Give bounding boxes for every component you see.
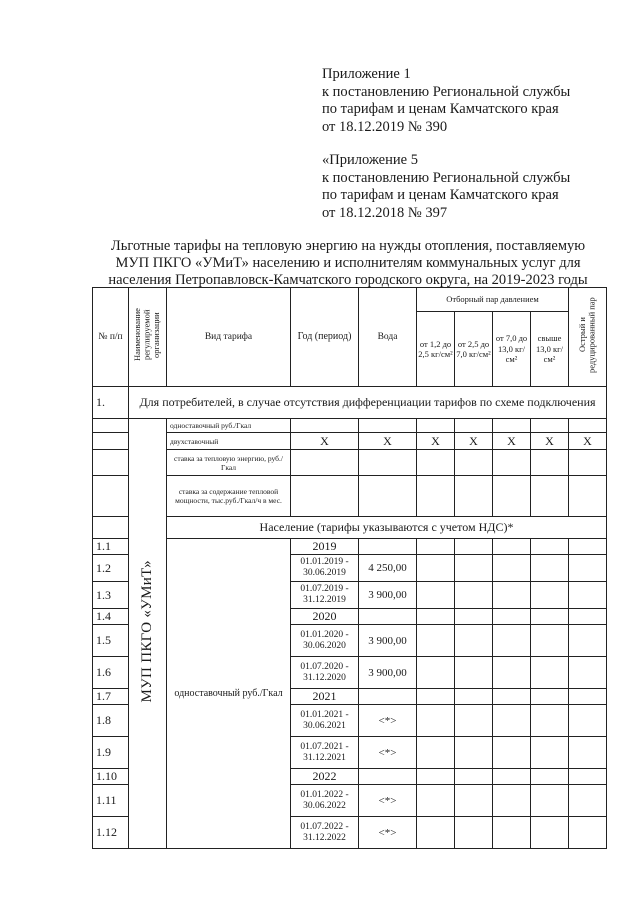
x-mark: X bbox=[455, 433, 493, 450]
appendix-1-line: от 18.12.2019 № 390 bbox=[322, 118, 448, 135]
section-1-row bbox=[93, 387, 607, 419]
row-period: 2021 bbox=[291, 689, 359, 705]
row-num: 1.4 bbox=[93, 609, 129, 625]
single-rate-cell: одноставочный руб./Гкал bbox=[167, 539, 291, 849]
row-period: 2020 bbox=[291, 609, 359, 625]
org-name-text: МУП ПКГО «УМиТ» bbox=[139, 559, 155, 703]
header-sharp bbox=[569, 288, 607, 387]
row-water: <*> bbox=[359, 785, 417, 817]
x-mark: X bbox=[417, 433, 455, 450]
row-water: 3 900,00 bbox=[359, 657, 417, 689]
table-row bbox=[93, 450, 607, 476]
energy-rate-label: ставка за тепловую энергию, руб./Гкал bbox=[167, 450, 291, 476]
row-num: 1.3 bbox=[93, 582, 129, 609]
header-sharp-text: Острый и редуцированный пар bbox=[577, 296, 597, 373]
row-water: 4 250,00 bbox=[359, 555, 417, 582]
header-pressure-1: от 1,2 до 2,5 кг/см² bbox=[417, 312, 455, 387]
header-pressure-3: от 7,0 до 13,0 кг/см² bbox=[493, 312, 531, 387]
section-title: Для потребителей, в случае отсутствия дифференциации тарифов по схеме подключения bbox=[129, 387, 607, 419]
tariff-table bbox=[92, 287, 607, 849]
header-water: Вода bbox=[359, 288, 417, 387]
table-row bbox=[93, 539, 607, 555]
x-mark: X bbox=[291, 433, 359, 450]
header-pressure-4: свыше 13,0 кг/см² bbox=[531, 312, 569, 387]
row-period: 01.07.2021 - 31.12.2021 bbox=[291, 737, 359, 769]
row-water bbox=[359, 689, 417, 705]
appendix-1-line: по тарифам и ценам Камчатского края bbox=[322, 101, 559, 117]
row-water: <*> bbox=[359, 705, 417, 737]
appendix-5-line: от 18.12.2018 № 397 bbox=[322, 204, 448, 221]
header-org bbox=[129, 288, 167, 387]
row-period: 2022 bbox=[291, 769, 359, 785]
header-num: № п/п bbox=[93, 288, 129, 387]
header-steam: Отборный пар давлением bbox=[417, 288, 569, 312]
appendix-1-line: Приложение 1 bbox=[322, 66, 411, 82]
row-num: 1.1 bbox=[93, 539, 129, 555]
appendix-5-block bbox=[322, 152, 622, 222]
row-period: 01.07.2022 - 31.12.2022 bbox=[291, 817, 359, 849]
row-num: 1.5 bbox=[93, 625, 129, 657]
x-mark: X bbox=[359, 433, 417, 450]
x-mark: X bbox=[493, 433, 531, 450]
row-num: 1.11 bbox=[93, 785, 129, 817]
row-water: 3 900,00 bbox=[359, 582, 417, 609]
section-num: 1. bbox=[93, 387, 129, 419]
header-pressure-2: от 2,5 до 7,0 кг/см² bbox=[455, 312, 493, 387]
capacity-rate-label: ставка за содержание тепловой мощности, тыс.руб./Гкал/ч в мес. bbox=[167, 476, 291, 517]
row-num: 1.9 bbox=[93, 737, 129, 769]
appendix-1-line: к постановлению Региональной службы bbox=[322, 83, 571, 100]
row-water: <*> bbox=[359, 817, 417, 849]
title-line: МУП ПКГО «УМиТ» населению и исполнителям коммунальных услуг для bbox=[115, 255, 581, 271]
row-water: <*> bbox=[359, 737, 417, 769]
org-cell bbox=[129, 419, 167, 849]
x-mark: X bbox=[531, 433, 569, 450]
header-org-text: Наименование регулируемой организации bbox=[132, 308, 162, 361]
row-num: 1.10 bbox=[93, 769, 129, 785]
population-row bbox=[93, 517, 607, 539]
header-tariff-type: Вид тарифа bbox=[167, 288, 291, 387]
population-title: Население (тарифы указываются с учетом НДС)* bbox=[167, 517, 607, 539]
row-period: 01.07.2019 - 31.12.2019 bbox=[291, 582, 359, 609]
title-line: Льготные тарифы на тепловую энергию на нужды отопления, поставляемую bbox=[110, 238, 586, 254]
row-period: 01.01.2021 - 30.06.2021 bbox=[291, 705, 359, 737]
row-period: 01.01.2022 - 30.06.2022 bbox=[291, 785, 359, 817]
row-num: 1.8 bbox=[93, 705, 129, 737]
row-num: 1.12 bbox=[93, 817, 129, 849]
title-line: населения Петропавловск-Камчатского городского округа, на 2019-2023 годы bbox=[108, 272, 588, 288]
row-water bbox=[359, 609, 417, 625]
row-num: 1.2 bbox=[93, 555, 129, 582]
table-header-row bbox=[93, 288, 607, 312]
row-period: 01.07.2020 - 31.12.2020 bbox=[291, 657, 359, 689]
appendix-5-line: по тарифам и ценам Камчатского края bbox=[322, 187, 559, 203]
row-period: 01.01.2020 - 30.06.2020 bbox=[291, 625, 359, 657]
row-water bbox=[359, 769, 417, 785]
row-num: 1.6 bbox=[93, 657, 129, 689]
appendix-5-line: «Приложение 5 bbox=[322, 152, 418, 168]
row-period: 2019 bbox=[291, 539, 359, 555]
table-row bbox=[93, 433, 607, 450]
x-mark: X bbox=[569, 433, 607, 450]
row-water bbox=[359, 539, 417, 555]
double-rate-label: двухставочный bbox=[167, 433, 291, 450]
row-num: 1.7 bbox=[93, 689, 129, 705]
appendix-1-block bbox=[322, 66, 622, 136]
row-period: 01.01.2019 - 30.06.2019 bbox=[291, 555, 359, 582]
document-title bbox=[88, 238, 608, 289]
table-row bbox=[93, 419, 607, 433]
header-period: Год (период) bbox=[291, 288, 359, 387]
row-water: 3 900,00 bbox=[359, 625, 417, 657]
table-row bbox=[93, 476, 607, 517]
appendix-5-line: к постановлению Региональной службы bbox=[322, 169, 571, 186]
single-rate-label: одноставочный руб./Гкал bbox=[167, 419, 291, 433]
